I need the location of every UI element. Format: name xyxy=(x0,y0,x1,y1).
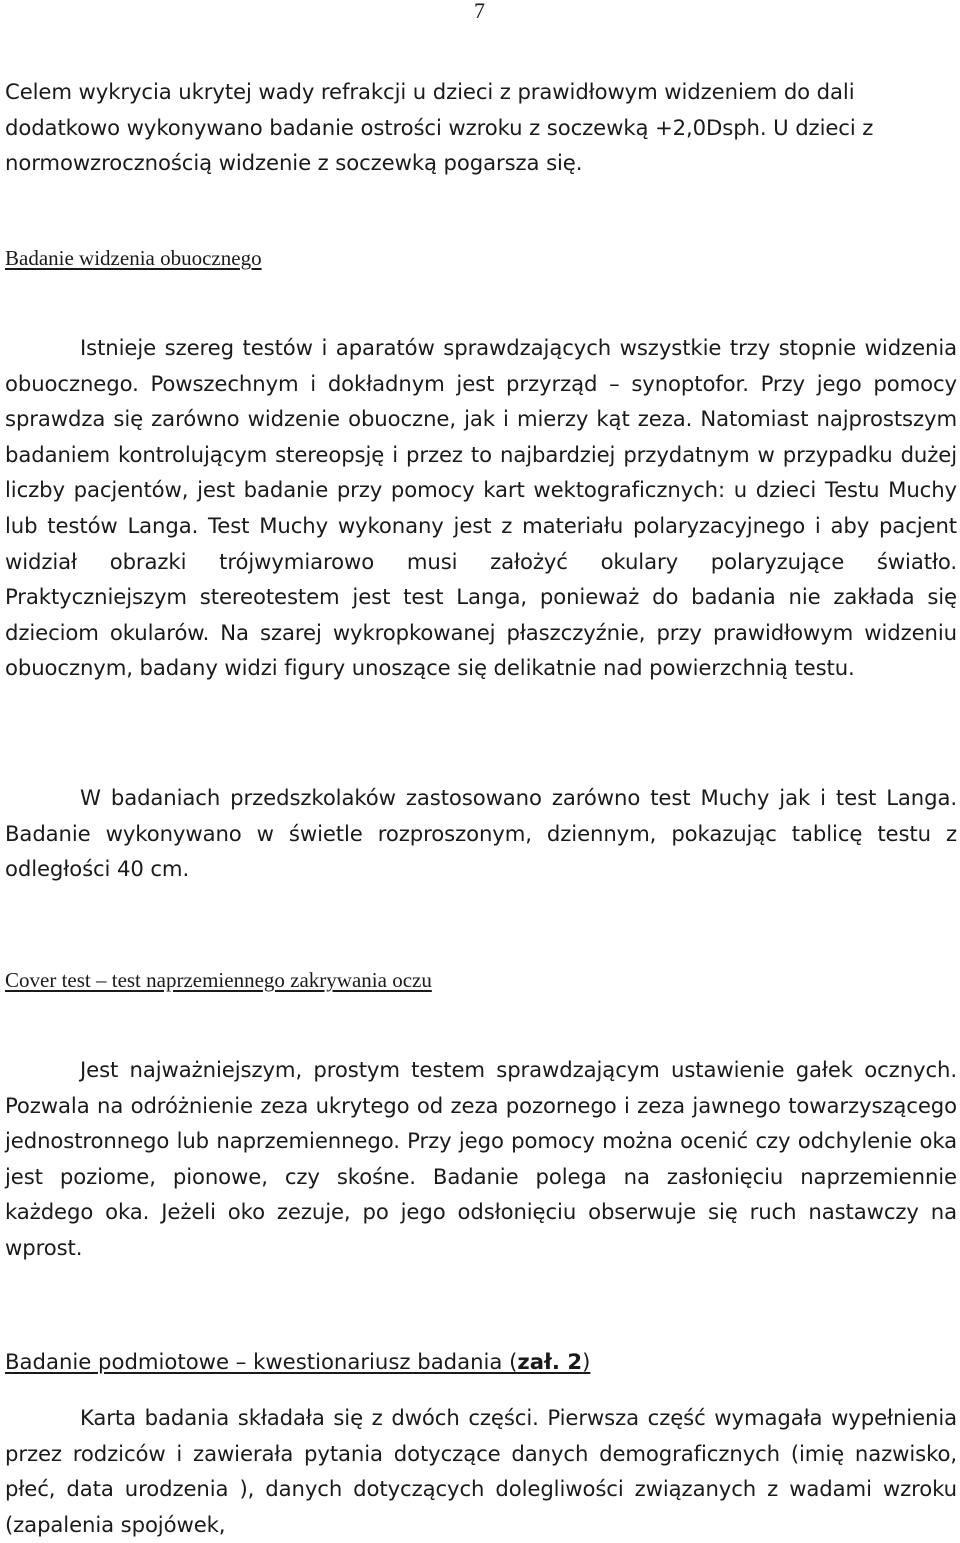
paragraph-text: Istnieje szereg testów i aparatów sprawdzających wszystkie trzy stopnie widzenia obuocznego. Powszechnym i dokładnym jest przyrząd – synoptofor. Przy jego pomocy sprawdza się zarówno widzenie obuoczne, jak i mierzy kąt zeza. Natomiast najprostszym badaniem kontrolującym stereopsję i przez to najbardziej przydatnym w przypadku dużej liczby pacjentów, jest badanie przy pomocy kart wektograficznych: u dzieci Testu Muchy lub testów Langa. Test Muchy wykonany jest z materiału polaryzacyjnego i aby pacjent widział obrazki trójwymiarowo musi założyć okulary polaryzujące światło. Praktyczniejszym stereotestem jest test Langa, ponieważ do badania nie zakłada się dzieciom okularów. Na szarej wykropkowanej płaszczyźnie, przy prawidłowym widzeniu obuocznym, badany widzi figury unoszące się delikatnie nad powierzchnią testu. xyxy=(5,335,957,681)
paragraph-preschool-tests xyxy=(5,780,957,887)
paragraph-binocular-tests xyxy=(5,330,957,686)
paragraph-cover-test xyxy=(5,1052,957,1266)
appendix-reference: zał. 2 xyxy=(517,1349,583,1374)
heading-binocular-vision: Badanie widzenia obuocznego xyxy=(5,246,262,270)
heading-text: Badanie podmiotowe – kwestionariusz badania ( xyxy=(5,1349,518,1374)
paragraph-refraction xyxy=(5,74,957,181)
heading-subjective-examination xyxy=(5,1349,590,1375)
paragraph-text: Jest najważniejszym, prostym testem sprawdzającym ustawienie gałek ocznych. Pozwala na odróżnienie zeza ukrytego od zeza pozornego i zeza jawnego towarzyszącego jednostronnego lub naprzemiennego. Przy jego pomocy można ocenić czy odchylenie oka jest poziome, pionowe, czy skośne. Badanie polega na zasłonięciu naprzemiennie każdego oka. Jeżeli oko zezuje, po jego odsłonięciu obserwuje się ruch nastawczy na wprost. xyxy=(5,1057,957,1260)
paragraph-text: Karta badania składała się z dwóch części. Pierwsza część wymagała wypełnienia przez rodziców i zawierała pytania dotyczące danych demograficznych (imię nazwisko, płeć, data urodzenia ), danych dotyczących dolegliwości związanych z wadami wzroku (zapalenia spojówek, xyxy=(5,1405,957,1537)
paragraph-text: W badaniach przedszkolaków zastosowano zarówno test Muchy jak i test Langa. Badanie wykonywano w świetle rozproszonym, dziennym, pokazując tablicę testu z odległości 40 cm. xyxy=(5,785,957,882)
paragraph-examination-card xyxy=(5,1400,957,1542)
paragraph-text: Celem wykrycia ukrytej wady refrakcji u dzieci z prawidłowym widzeniem do dali dodatkowo wykonywano badanie ostrości wzroku z soczewką +2,0Dsph. U dzieci z normowzrocznością widzenie z soczewką pogarsza się. xyxy=(5,79,874,176)
page-number: 7 xyxy=(474,0,485,23)
heading-cover-test: Cover test – test naprzemiennego zakrywania oczu xyxy=(5,968,432,992)
heading-close: ) xyxy=(582,1349,591,1374)
